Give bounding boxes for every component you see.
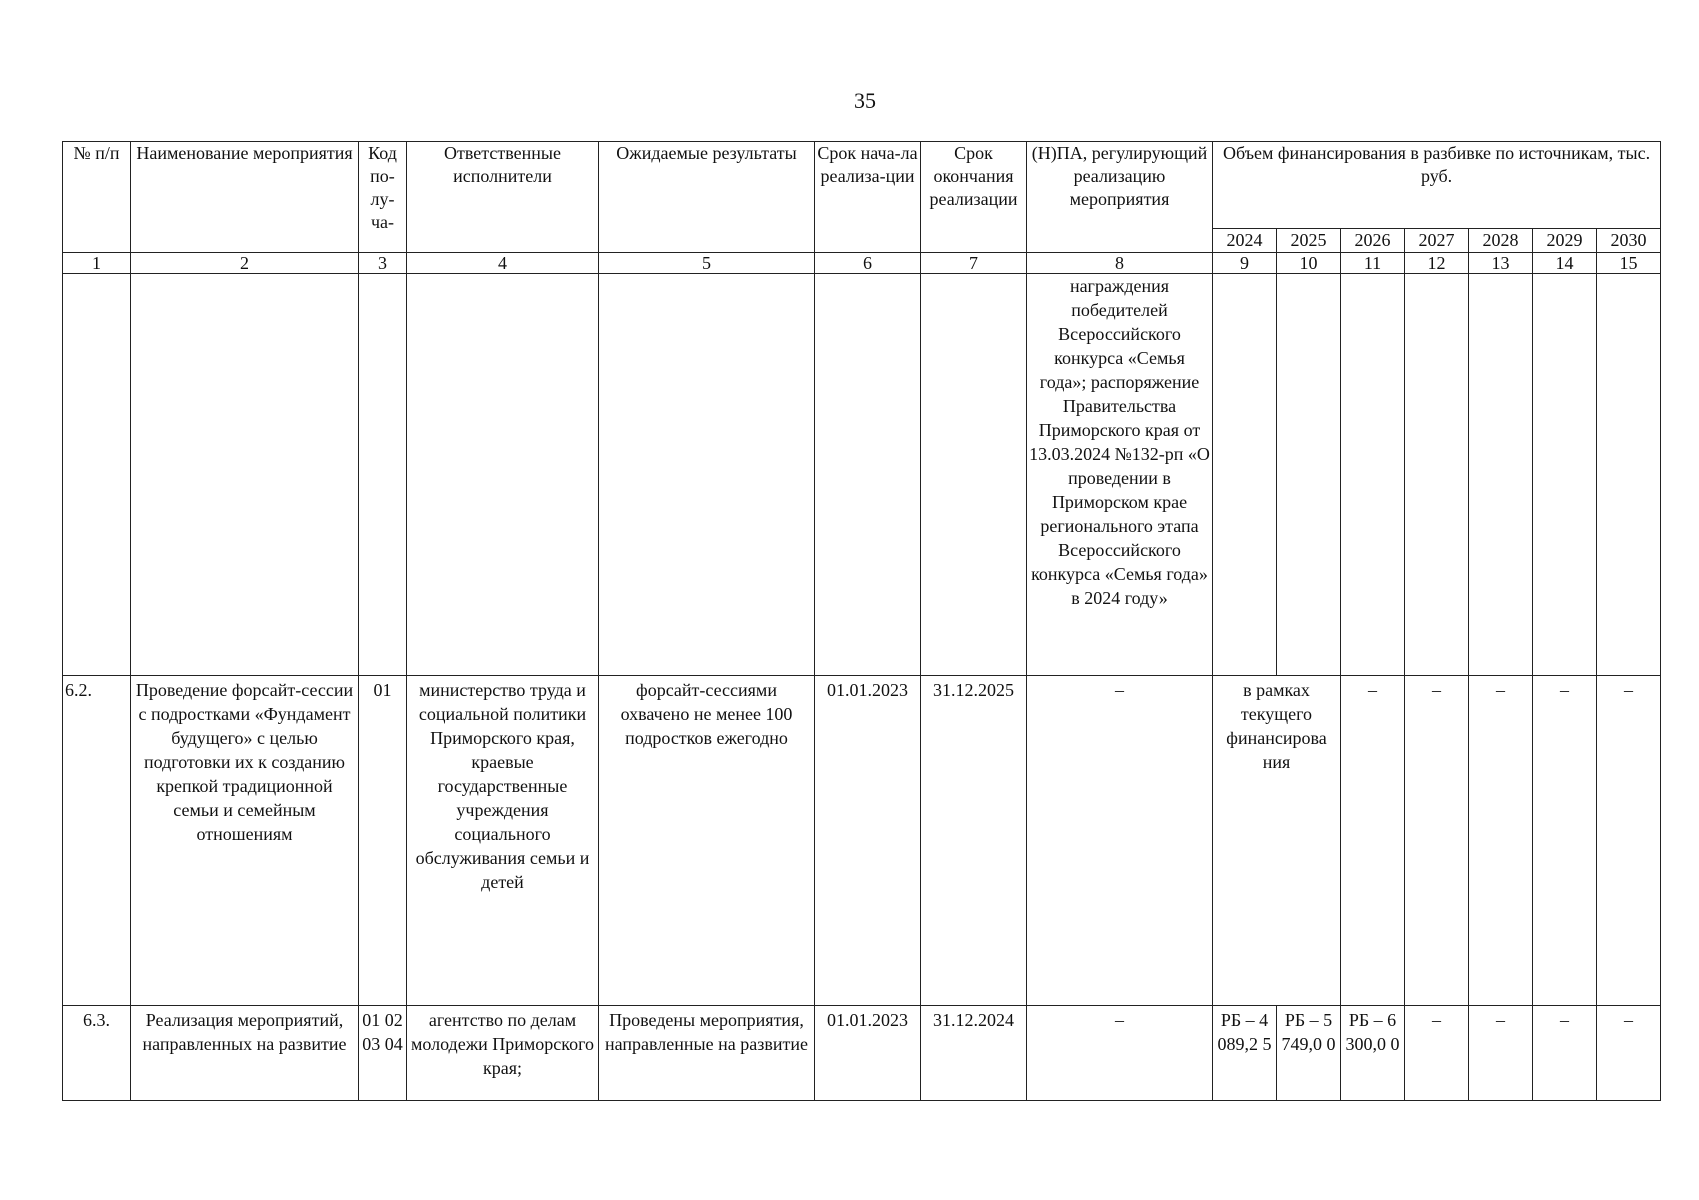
column-number: 6 — [815, 253, 921, 274]
header-year: 2030 — [1597, 229, 1661, 253]
cell-end: 31.12.2025 — [921, 676, 1027, 1006]
header-year: 2028 — [1469, 229, 1533, 253]
header-name: Наименование мероприятия — [131, 142, 359, 253]
header-year: 2027 — [1405, 229, 1469, 253]
cell-name: Проведение форсайт-сессии с подростками «Фундамент будущего» с целью подготовки их к созданию крепкой традиционной семьи и семейным отношениям — [131, 676, 359, 1006]
page-number: 35 — [854, 88, 876, 113]
cell-funding — [1597, 274, 1661, 676]
cell-funding: – — [1533, 1006, 1597, 1101]
column-number: 2 — [131, 253, 359, 274]
column-number: 14 — [1533, 253, 1597, 274]
header-year: 2026 — [1341, 229, 1405, 253]
header-executors: Ответственные исполнители — [407, 142, 599, 253]
column-number: 1 — [63, 253, 131, 274]
cell-funding: РБ – 6 300,0 0 — [1341, 1006, 1405, 1101]
header-funding: Объем финансирования в разбивке по источникам, тыс. руб. — [1213, 142, 1661, 229]
cell-funding: – — [1469, 1006, 1533, 1101]
cell-funding: – — [1597, 1006, 1661, 1101]
header-code: Код по-лу-ча- — [359, 142, 407, 253]
cell-funding: – — [1405, 1006, 1469, 1101]
program-activities-table — [62, 141, 1661, 1101]
cell-code: 01 02 03 04 — [359, 1006, 407, 1101]
header-year: 2029 — [1533, 229, 1597, 253]
cell-funding: РБ – 4 089,2 5 — [1213, 1006, 1277, 1101]
column-number: 5 — [599, 253, 815, 274]
column-number: 10 — [1277, 253, 1341, 274]
cell-funding-merged: в рамках текущего финансирова ния — [1213, 676, 1341, 1006]
column-number: 3 — [359, 253, 407, 274]
cell-funding: – — [1597, 676, 1661, 1006]
column-number: 11 — [1341, 253, 1405, 274]
column-number: 13 — [1469, 253, 1533, 274]
cell-executors: министерство труда и социальной политики Приморского края, краевые государственные учреждения социального обслуживания семьи и детей — [407, 676, 599, 1006]
cell-funding: – — [1341, 676, 1405, 1006]
cell-end — [921, 274, 1027, 676]
column-number: 4 — [407, 253, 599, 274]
cell-end: 31.12.2024 — [921, 1006, 1027, 1101]
cell-executors — [407, 274, 599, 676]
header-row — [63, 142, 1661, 229]
cell-start: 01.01.2023 — [815, 676, 921, 1006]
cell-code — [359, 274, 407, 676]
header-num: № п/п — [63, 142, 131, 253]
cell-funding: – — [1533, 676, 1597, 1006]
cell-npa: – — [1027, 1006, 1213, 1101]
cell-npa: награждения победителей Всероссийского конкурса «Семья года»; распоряжение Правительства Приморского края от 13.03.2024 №132-рп «О проведении в Приморском крае регионального этапа Всероссийского конкурса «Семья года» в 2024 году» — [1027, 274, 1213, 676]
header-year: 2024 — [1213, 229, 1277, 253]
cell-num: 6.3. — [63, 1006, 131, 1101]
header-results: Ожидаемые результаты — [599, 142, 815, 253]
cell-start — [815, 274, 921, 676]
cell-num — [63, 274, 131, 676]
column-numbers-row — [63, 253, 1661, 274]
cell-funding — [1213, 274, 1277, 676]
column-number: 7 — [921, 253, 1027, 274]
table-row — [63, 1006, 1661, 1101]
header-end: Срок окончания реализации — [921, 142, 1027, 253]
cell-funding: – — [1469, 676, 1533, 1006]
header-year: 2025 — [1277, 229, 1341, 253]
cell-funding — [1469, 274, 1533, 676]
column-number: 9 — [1213, 253, 1277, 274]
cell-funding — [1341, 274, 1405, 676]
table-row — [63, 274, 1661, 676]
cell-results: форсайт-сессиями охвачено не менее 100 подростков ежегодно — [599, 676, 815, 1006]
cell-funding — [1533, 274, 1597, 676]
header-npa: (Н)ПА, регулирующий реализацию мероприятия — [1027, 142, 1213, 253]
column-number: 15 — [1597, 253, 1661, 274]
cell-executors: агентство по делам молодежи Приморского края; — [407, 1006, 599, 1101]
cell-npa: – — [1027, 676, 1213, 1006]
cell-results: Проведены мероприятия, направленные на развитие — [599, 1006, 815, 1101]
cell-funding: РБ – 5 749,0 0 — [1277, 1006, 1341, 1101]
cell-funding — [1277, 274, 1341, 676]
header-start: Срок нача-ла реализа-ции — [815, 142, 921, 253]
cell-name: Реализация мероприятий, направленных на развитие — [131, 1006, 359, 1101]
cell-funding: – — [1405, 676, 1469, 1006]
cell-num: 6.2. — [63, 676, 131, 1006]
cell-name — [131, 274, 359, 676]
table-row — [63, 676, 1661, 1006]
cell-start: 01.01.2023 — [815, 1006, 921, 1101]
column-number: 12 — [1405, 253, 1469, 274]
column-number: 8 — [1027, 253, 1213, 274]
cell-results — [599, 274, 815, 676]
cell-funding — [1405, 274, 1469, 676]
cell-code: 01 — [359, 676, 407, 1006]
